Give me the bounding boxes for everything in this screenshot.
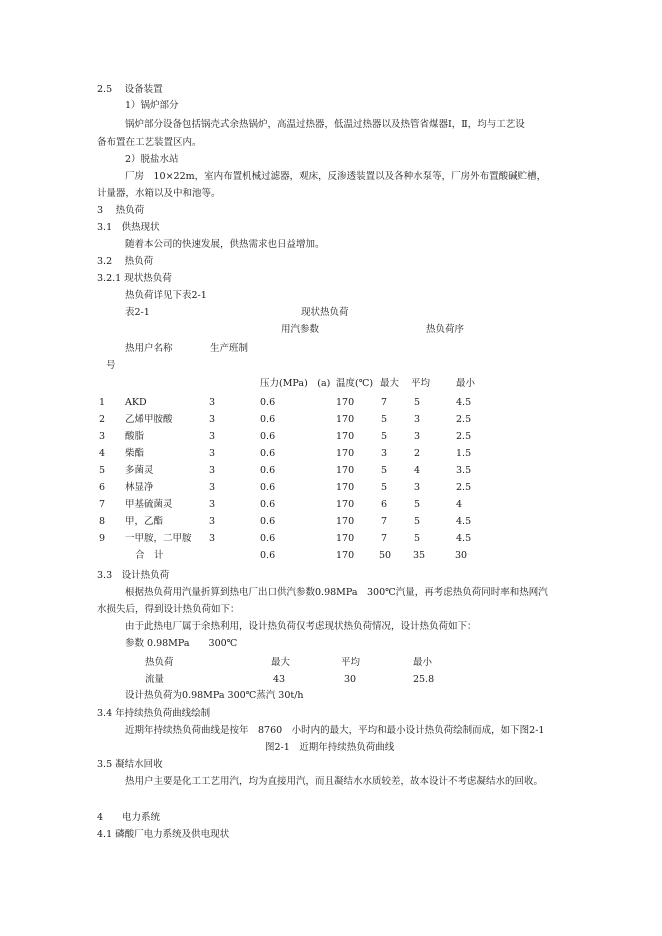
table-intro: 热负荷详见下表2-1: [125, 290, 207, 301]
desalination-subheading: 2）脱盐水站: [125, 154, 179, 165]
section-3-3-line-1: 根据热负荷用汽量折算到热电厂出口供汽参数0.98MPa 300℃汽量，再考虑热负荷同时率和热网汽: [125, 587, 548, 598]
row-max: 3: [381, 448, 388, 459]
row-number: 6: [99, 482, 106, 493]
section-3-3-heading: 3.3 设计热负荷: [97, 570, 170, 581]
table-title: 现状热负荷: [301, 307, 349, 318]
row-max: 5: [381, 465, 388, 476]
row-min: 2.5: [456, 431, 472, 442]
row-pressure: 0.6: [260, 516, 276, 527]
row-temp: 170: [336, 431, 355, 442]
desalination-text-line-1: 厂房 10×22m，室内布置机械过滤器，观床，反渗透装置以及各种水泵等，厂房外布置酸碱贮槽，: [125, 171, 547, 182]
row-user-name: 乙烯甲胺酸: [125, 414, 173, 425]
section-4-1-heading: 4.1 磷酸厂电力系统及供电现状: [97, 829, 230, 840]
row-min: 4.5: [456, 516, 472, 527]
row-user-name: 甲，乙酯: [125, 516, 164, 527]
table-header-min: 最小: [456, 378, 476, 389]
table-header-no: 号: [106, 360, 116, 371]
section-3-5-heading: 3.5 凝结水回收: [97, 759, 163, 770]
row-min: 4.5: [456, 533, 472, 544]
row-avg: 3: [414, 431, 421, 442]
row-shift: 3: [209, 516, 216, 527]
section-3-heading: 3 热负荷: [97, 205, 145, 216]
design-row-min: 25.8: [413, 674, 435, 685]
row-pressure: 0.6: [260, 414, 276, 425]
row-shift: 3: [209, 414, 216, 425]
table-group-load: 热负荷序: [426, 324, 465, 335]
row-number: 8: [99, 516, 106, 527]
row-pressure: 0.6: [260, 499, 276, 510]
row-avg: 5: [414, 499, 421, 510]
row-number: 5: [99, 465, 106, 476]
row-temp: 170: [336, 465, 355, 476]
row-number: 2: [99, 414, 106, 425]
row-temp: 170: [336, 533, 355, 544]
row-user-name: 酸脂: [125, 431, 145, 442]
row-min: 2.5: [456, 482, 472, 493]
row-min: 1.5: [456, 448, 472, 459]
section-3-3-line-2: 水损失后，得到设计热负荷如下：: [97, 604, 240, 615]
section-3-1-text: 随着本公司的快速发展，供热需求也日益增加。: [125, 239, 325, 250]
row-shift: 3: [209, 533, 216, 544]
row-user-name: 多菌灵: [125, 465, 154, 476]
table-header-max: 最大: [380, 378, 400, 389]
row-avg: 4: [414, 465, 421, 476]
table-header-user: 热用户名称: [125, 343, 173, 354]
design-header-max: 最大: [271, 657, 291, 668]
row-max: 5: [381, 414, 388, 425]
total-temp: 170: [336, 550, 355, 561]
row-pressure: 0.6: [260, 431, 276, 442]
row-shift: 3: [209, 431, 216, 442]
row-pressure: 0.6: [260, 448, 276, 459]
total-pressure: 0.6: [260, 550, 276, 561]
figure-caption: 图2-1 近期年持续热负荷曲线: [265, 742, 395, 753]
row-number: 9: [99, 533, 106, 544]
row-user-name: 柴酯: [125, 448, 145, 459]
design-summary: 设计热负荷为0.98MPa 300℃蒸汽 30t/h: [125, 690, 304, 701]
total-max: 50: [379, 550, 392, 561]
row-max: 6: [381, 499, 388, 510]
row-shift: 3: [209, 448, 216, 459]
section-2-5-heading: 2.5 设备装置: [97, 84, 163, 95]
row-min: 4.5: [456, 397, 472, 408]
row-user-name: 一甲胺，二甲胺: [125, 533, 192, 544]
design-row-avg: 30: [344, 674, 357, 685]
design-header-min: 最小: [413, 657, 433, 668]
row-temp: 170: [336, 516, 355, 527]
row-number: 1: [99, 397, 106, 408]
row-max: 7: [381, 533, 388, 544]
row-max: 5: [381, 431, 388, 442]
row-temp: 170: [336, 482, 355, 493]
row-shift: 3: [209, 482, 216, 493]
design-header-load: 热负荷: [145, 657, 174, 668]
row-shift: 3: [209, 465, 216, 476]
row-user-name: AKD: [125, 397, 147, 408]
total-min: 30: [455, 550, 468, 561]
row-max: 7: [381, 516, 388, 527]
boiler-text-line-1: 锅炉部分设备包括锅壳式余热锅炉，高温过热器，低温过热器以及热管省煤器Ⅰ，Ⅱ，均与工艺设: [125, 119, 525, 130]
table-label: 表2-1: [125, 307, 150, 318]
design-params: 参数 0.98MPa 300℃: [125, 638, 238, 649]
table-header-temp: 温度(℃): [336, 378, 374, 389]
row-avg: 5: [414, 533, 421, 544]
row-avg: 2: [414, 448, 421, 459]
desalination-text-line-2: 计量器，水箱以及中和池等。: [97, 188, 221, 199]
row-temp: 170: [336, 414, 355, 425]
design-row-label: 流量: [145, 674, 165, 685]
section-3-4-line-1: 近期年持续热负荷曲线是按年 8760 小时内的最大，平均和最小设计热负荷绘制而成，如下图2-1: [125, 725, 545, 736]
design-row-max: 43: [273, 674, 286, 685]
row-shift: 3: [209, 499, 216, 510]
row-pressure: 0.6: [260, 533, 276, 544]
table-group-steam: 用汽参数: [281, 324, 320, 335]
row-user-name: 林显净: [125, 482, 154, 493]
section-4-heading: 4 电力系统: [97, 812, 161, 823]
row-number: 3: [99, 431, 106, 442]
section-3-2-1-heading: 3.2.1 现状热负荷: [97, 273, 172, 284]
row-pressure: 0.6: [260, 465, 276, 476]
section-3-3-line-3: 由于此热电厂属于余热利用，设计热负荷仅考虑现状热负荷情况，设计热负荷如下：: [125, 621, 477, 632]
row-min: 3.5: [456, 465, 472, 476]
row-pressure: 0.6: [260, 397, 276, 408]
row-max: 7: [381, 397, 388, 408]
total-label: 合 计: [135, 550, 164, 561]
design-header-avg: 平均: [341, 657, 361, 668]
row-number: 7: [99, 499, 106, 510]
row-pressure: 0.6: [260, 482, 276, 493]
table-header-avg: 平均: [411, 378, 431, 389]
section-3-2-heading: 3.2 热负荷: [97, 256, 154, 267]
table-header-shift: 生产班制: [210, 343, 249, 354]
row-avg: 5: [414, 516, 421, 527]
section-3-5-line-1: 热用户主要是化工工艺用汽，均为直接用汽，而且凝结水水质较差，故本设计不考虑凝结水的回收。: [125, 776, 544, 787]
row-min: 4: [456, 499, 463, 510]
row-temp: 170: [336, 499, 355, 510]
row-max: 5: [381, 482, 388, 493]
row-avg: 3: [414, 482, 421, 493]
table-header-pressure: 压力(MPa) (a): [260, 378, 331, 389]
row-shift: 3: [209, 397, 216, 408]
total-avg: 35: [413, 550, 426, 561]
row-number: 4: [99, 448, 106, 459]
row-avg: 5: [414, 397, 421, 408]
row-min: 2.5: [456, 414, 472, 425]
section-3-1-heading: 3.1 供热现状: [97, 222, 160, 233]
row-avg: 3: [414, 414, 421, 425]
row-temp: 170: [336, 448, 355, 459]
section-3-4-heading: 3.4 年持续热负荷曲线绘制: [97, 708, 211, 719]
boiler-subheading: 1）锅炉部分: [125, 100, 179, 111]
row-temp: 170: [336, 397, 355, 408]
boiler-text-line-2: 备布置在工艺装置区内。: [97, 137, 202, 148]
row-user-name: 甲基硫菌灵: [125, 499, 173, 510]
